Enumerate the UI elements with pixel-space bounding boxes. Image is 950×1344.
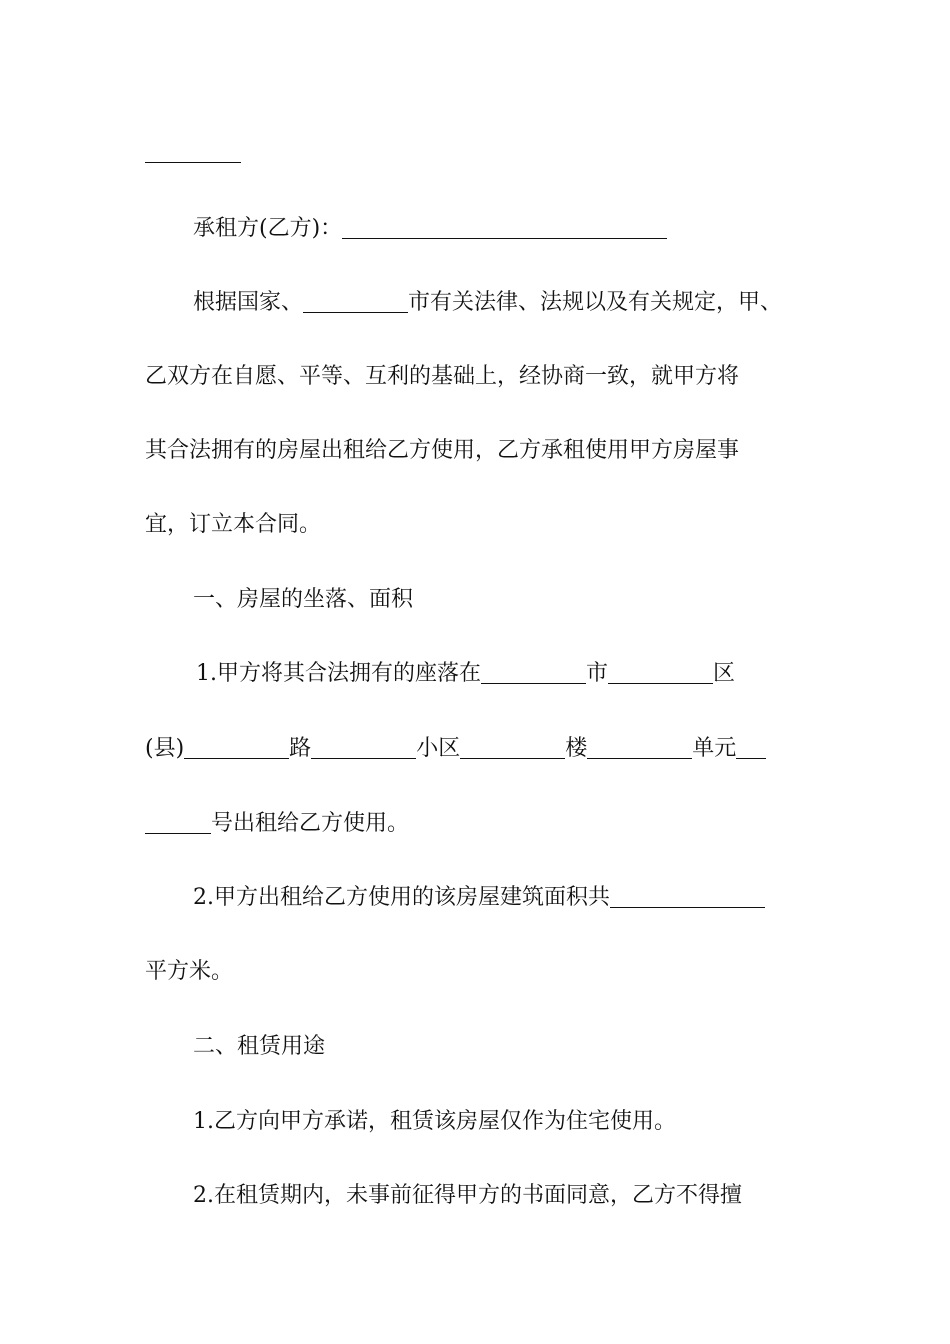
text-segment: 2.在租赁期内，未事前征得甲方的书面同意，乙方不得擅 [193, 1183, 742, 1208]
text-segment: 单元 [692, 736, 737, 761]
text-segment: 小区 [416, 736, 461, 761]
fill-in-blank[interactable] [303, 288, 408, 313]
document-line [193, 1179, 873, 1213]
fill-in-blank[interactable] [610, 883, 765, 908]
fill-in-blank[interactable] [342, 214, 667, 239]
section-heading [193, 1030, 873, 1064]
section-heading-text: 二、租赁用途 [193, 1034, 326, 1059]
lessee-label: 承租方(乙方)： [193, 216, 343, 241]
fill-in-blank[interactable] [736, 734, 766, 759]
text-segment: 平方米。 [145, 959, 234, 984]
document-line [145, 955, 825, 989]
text-segment: 根据国家、 [193, 290, 304, 315]
document-line [193, 881, 873, 915]
text-segment: (县) [145, 736, 185, 761]
document-line [145, 360, 825, 394]
fill-in-blank[interactable] [145, 138, 241, 163]
text-segment: 楼 [565, 736, 588, 761]
text-segment: 乙双方在自愿、平等、互利的基础上，经协商一致，就甲方将 [145, 364, 740, 389]
document-line [193, 1105, 873, 1139]
text-segment: 1.甲方将其合法拥有的座落在 [196, 661, 481, 686]
fill-in-blank[interactable] [184, 734, 289, 759]
text-segment: 市有关法律、法规以及有关规定，甲、 [408, 290, 783, 315]
text-segment: 宜，订立本合同。 [145, 512, 322, 537]
document-line [145, 508, 825, 542]
section-heading-text: 一、房屋的坐落、面积 [193, 587, 414, 612]
fill-in-blank[interactable] [608, 659, 713, 684]
text-segment: 路 [289, 736, 312, 761]
document-line [196, 657, 876, 691]
text-segment: 号出租给乙方使用。 [211, 811, 410, 836]
fill-in-blank[interactable] [460, 734, 565, 759]
text-segment: 市 [586, 661, 609, 686]
document-line [145, 732, 825, 766]
fill-in-blank[interactable] [311, 734, 416, 759]
fill-in-blank[interactable] [145, 809, 211, 834]
document-line [145, 807, 825, 841]
document-line [193, 286, 873, 320]
text-segment: 2.甲方出租给乙方使用的该房屋建筑面积共 [193, 885, 610, 910]
text-segment: 区 [713, 661, 736, 686]
text-segment: 其合法拥有的房屋出租给乙方使用，乙方承租使用甲方房屋事 [145, 438, 740, 463]
document-line [145, 434, 825, 468]
section-heading [193, 583, 873, 617]
fill-in-blank[interactable] [481, 659, 586, 684]
text-segment: 1.乙方向甲方承诺，租赁该房屋仅作为住宅使用。 [193, 1109, 676, 1134]
document-line [193, 212, 873, 246]
document-line [145, 136, 825, 170]
fill-in-blank[interactable] [587, 734, 692, 759]
